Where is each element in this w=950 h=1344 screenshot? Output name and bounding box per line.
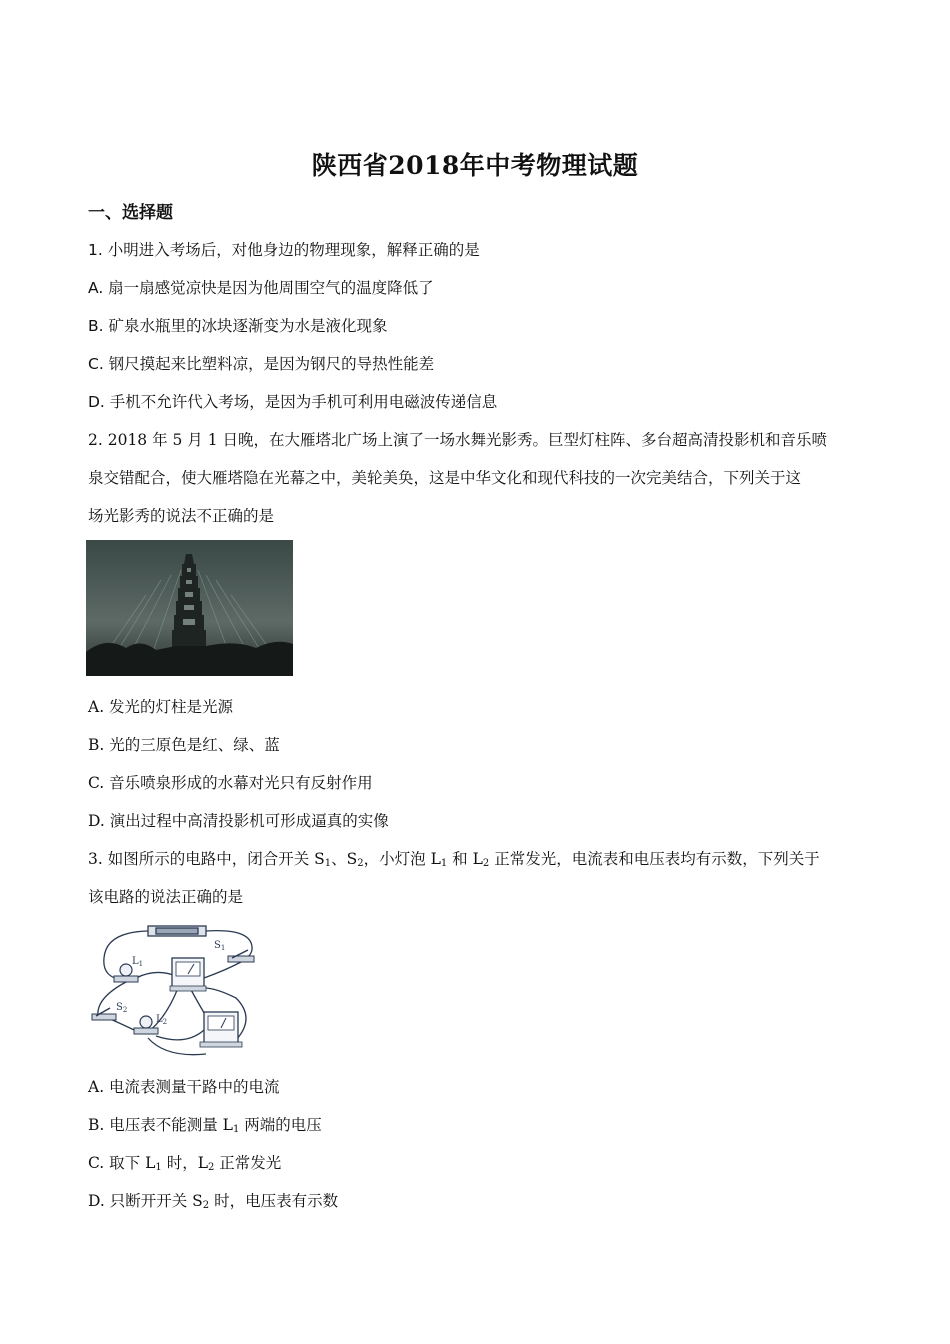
svg-text:S2: $S_2$: [116, 1002, 128, 1014]
pagoda-light-show-photo: [86, 540, 293, 676]
q1-option-b: B. 矿泉水瓶里的冰块逐渐变为水是液化现象: [88, 317, 388, 335]
svg-text:L1: $L_1$: [132, 956, 144, 968]
q1-option-d: D. 手机不允许代入考场，是因为手机可利用电磁波传递信息: [88, 393, 498, 411]
switch-s1-icon: [228, 950, 254, 962]
q2-option-c: C. 音乐喷泉形成的水幕对光只有反射作用: [88, 774, 373, 792]
q1-stem: 1. 小明进入考场后，对他身边的物理现象，解释正确的是: [88, 241, 480, 259]
svg-text:L2: $L_2$: [156, 1014, 168, 1026]
q2-stem-line-1: 2. 2018 年 5 月 1 日晚，在大雁塔北广场上演了一场水舞光影秀。巨型灯柱阵、多台超高清投影机和音乐喷: [88, 431, 828, 449]
q3-option-d: D. 只断开开关 $S_2$ 时，电压表有示数: [88, 1192, 339, 1211]
voltmeter-icon: [200, 1012, 242, 1047]
q3-stem-line-1: 3. 如图所示的电路中，闭合开关 $S_1$、$S_2$，小灯泡 $L_1$ 和 $L_2$ 正常发光，电流表和电压表均有示数，下列关于: [88, 850, 820, 869]
q3-option-c: C. 取下 $L_1$ 时，$L_2$ 正常发光: [88, 1154, 282, 1173]
q1-option-a: A. 扇一扇感觉凉快是因为他周围空气的温度降低了: [88, 279, 434, 297]
q3-option-a: A. 电流表测量干路中的电流: [88, 1078, 280, 1096]
ammeter-icon: [170, 958, 206, 991]
section-heading: 一、选择题: [88, 203, 173, 223]
svg-text:S1: $S_1$: [214, 940, 226, 952]
q2-option-a: A. 发光的灯柱是光源: [88, 698, 234, 716]
lamp-l2-icon: [134, 1016, 158, 1034]
q2-option-d: D. 演出过程中高清投影机可形成逼真的实像: [88, 812, 389, 830]
switch-s2-icon: [92, 1008, 116, 1020]
page-title: 陕西省2018年中考物理试题: [311, 151, 639, 180]
q3-option-b: B. 电压表不能测量 $L_1$ 两端的电压: [88, 1116, 322, 1135]
q2-stem-line-3: 场光影秀的说法不正确的是: [88, 507, 275, 525]
circuit-diagram: [86, 918, 262, 1060]
q2-stem-line-2: 泉交错配合，使大雁塔隐在光幕之中，美轮美奂，这是中华文化和现代科技的一次完美结合，下列关于这: [88, 469, 802, 487]
q2-option-b: B. 光的三原色是红、绿、蓝: [88, 736, 280, 754]
q1-option-c: C. 钢尺摸起来比塑料凉，是因为钢尺的导热性能差: [88, 355, 435, 373]
q3-stem-line-2: 该电路的说法正确的是: [88, 888, 244, 906]
